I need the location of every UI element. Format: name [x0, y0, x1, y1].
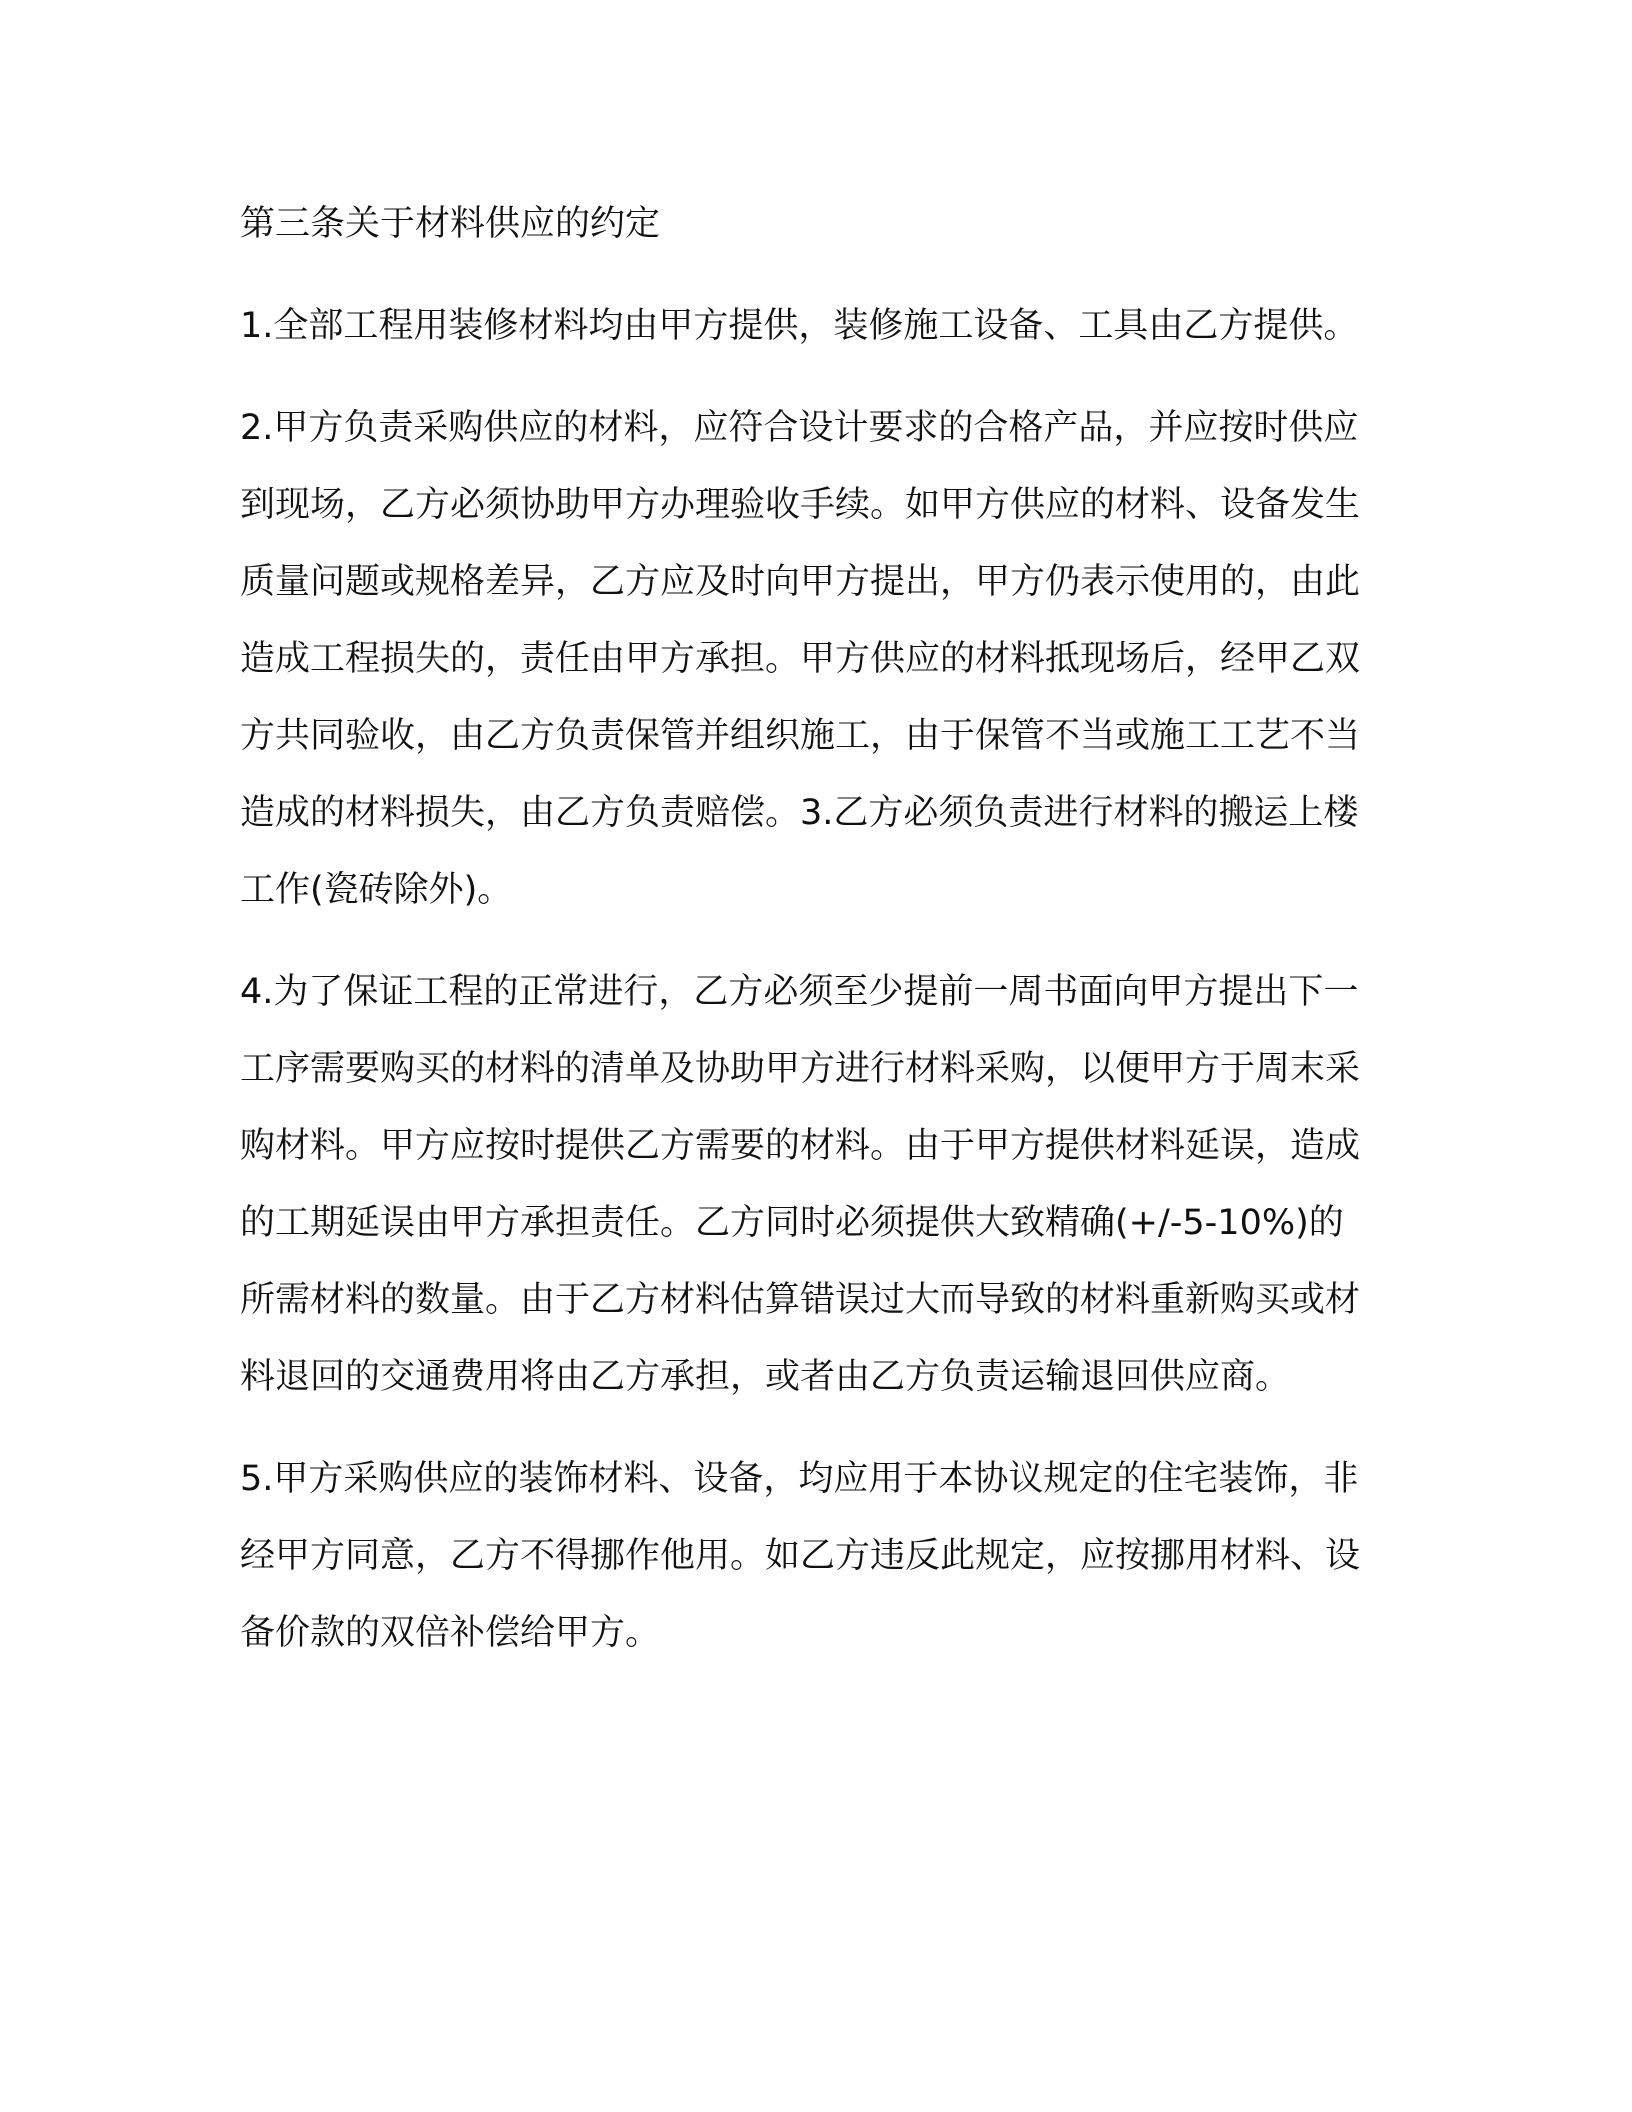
article-heading: 第三条关于材料供应的约定 — [240, 204, 661, 244]
document-body — [240, 186, 1370, 1697]
clause-2-3: 2.甲方负责采购供应的材料，应符合设计要求的合格产品，并应按时供应到现场，乙方必须协助甲方办理验收手续。如甲方供应的材料、设备发生质量问题或规格差异，乙方应及时向甲方提出，甲方仍表示使用的，由此造成工程损失的，责任由甲方承担。甲方供应的材料抵现场后，经甲乙双方共同验收，由乙方负责保管并组织施工，由于保管不当或施工工艺不当造成的材料损失，由乙方负责赔偿。3.乙方必须负责进行材料的搬运上楼工作(瓷砖除外)。 — [240, 408, 1361, 910]
clause-5: 5.甲方采购供应的装饰材料、设备，均应用于本协议规定的住宅装饰，非经甲方同意，乙方不得挪作他用。如乙方违反此规定，应按挪用材料、设备价款的双倍补偿给甲方。 — [240, 1459, 1361, 1653]
clause-4: 4.为了保证工程的正常进行，乙方必须至少提前一周书面向甲方提出下一工序需要购买的材料的清单及协助甲方进行材料采购，以便甲方于周末采购材料。甲方应按时提供乙方需要的材料。由于甲方提供材料延误，造成的工期延误由甲方承担责任。乙方同时必须提供大致精确(+/-5-10%)的所需材料的数量。由于乙方材料估算错误过大而导致的材料重新购买或材料退回的交通费用将由乙方承担，或者由乙方负责运输退回供应商。 — [240, 972, 1361, 1397]
clause-1: 1.全部工程用装修材料均由甲方提供，装修施工设备、工具由乙方提供。 — [240, 306, 1359, 346]
